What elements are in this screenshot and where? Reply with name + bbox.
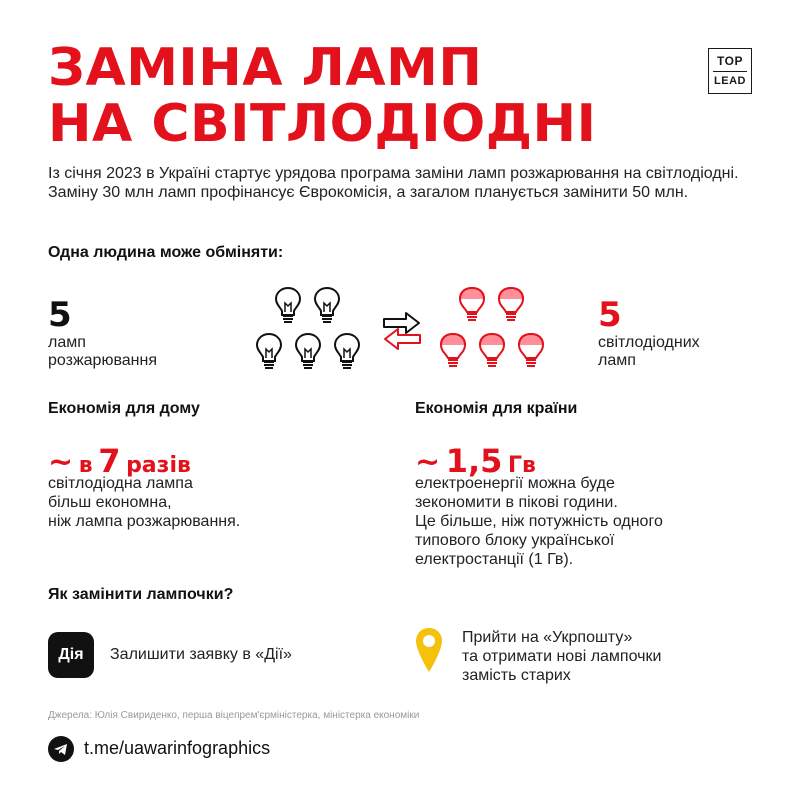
exchange-arrows-icon [382,310,422,352]
incandescent-label-line2: розжарювання [48,352,158,369]
led-bulbs-group [438,284,550,384]
incandescent-label [48,334,157,370]
home-desc-line: світлодіодна лампа [48,475,193,492]
page-title [48,40,668,152]
home-prefix: в [78,453,93,478]
country-tilde: ~ [415,445,441,480]
home-suffix: разів [126,453,191,478]
led-bulb-icon [441,334,465,367]
country-desc-line: зекономити в пікові години. [415,494,618,511]
ukrposhta-option-text [462,628,661,685]
home-economy-desc [48,474,240,531]
led-count: 5 [598,295,622,335]
led-bulb-icon [460,288,484,321]
logo-bottom-text: LEAD [714,75,746,87]
lightbulb-icon [276,288,300,323]
diia-app-icon: Дія [48,632,94,678]
home-tilde: ~ [48,445,74,480]
country-desc-line: електроенергії можна буде [415,475,615,492]
how-to-heading: Як замінити лампочки? [48,586,234,603]
country-economy-desc [415,474,663,569]
source-note: Джерела: Юлія Свириденко, перша віцепрем'єрміністерка, міністерка економіки [48,710,420,721]
led-bulb-icon [499,288,523,321]
home-desc-line: більш економна, [48,494,172,511]
top-lead-logo [708,48,752,94]
led-label-line1: світлодіодних [598,334,700,351]
lightbulb-icon [335,334,359,369]
ukrposhta-line: замість старих [462,667,571,684]
home-economy-heading: Економія для дому [48,400,200,417]
lightbulb-icon [315,288,339,323]
logo-top-text: TOP [717,54,743,68]
home-desc-line: ніж лампа розжарювання. [48,513,241,530]
telegram-link[interactable]: t.me/uawarinfographics [84,738,271,758]
country-desc-line: електростанції (1 Гв). [415,551,574,568]
home-value: 7 [98,442,121,480]
telegram-icon [48,736,74,762]
ukrposhta-line: та отримати нові лампочки [462,648,662,665]
led-label [598,334,700,370]
country-desc-line: типового блоку української [415,532,615,549]
country-unit: Гв [507,453,536,478]
lightbulb-icon [296,334,320,369]
led-bulb-icon [480,334,504,367]
country-economy-heading: Економія для країни [415,400,578,417]
ukrposhta-line: Прийти на «Укрпошту» [462,629,633,646]
lightbulb-icon [257,334,281,369]
logo-divider [713,71,747,72]
incandescent-count: 5 [48,295,72,335]
led-label-line2: ламп [598,352,636,369]
incandescent-bulbs-group [250,284,375,384]
diia-option-text: Залишити заявку в «Дії» [110,646,292,663]
incandescent-label-line1: ламп [48,334,86,351]
led-bulb-icon [519,334,543,367]
location-pin-icon [414,626,444,674]
country-desc-line: Це більше, ніж потужність одного [415,513,663,530]
exchange-heading: Одна людина може обміняти: [48,244,284,261]
title-line-1: ЗАМІНА ЛАМП [48,38,483,98]
country-value: 1,5 [445,442,503,480]
title-line-2: НА СВІТЛОДІОДНІ [48,94,597,154]
intro-paragraph: Із січня 2023 в Україні стартує урядова програма заміни ламп розжарювання на світлодіодні. Заміну 30 млн ламп профінансує Єврокомісія, а загалом планується замінити 50 млн. [48,165,739,201]
